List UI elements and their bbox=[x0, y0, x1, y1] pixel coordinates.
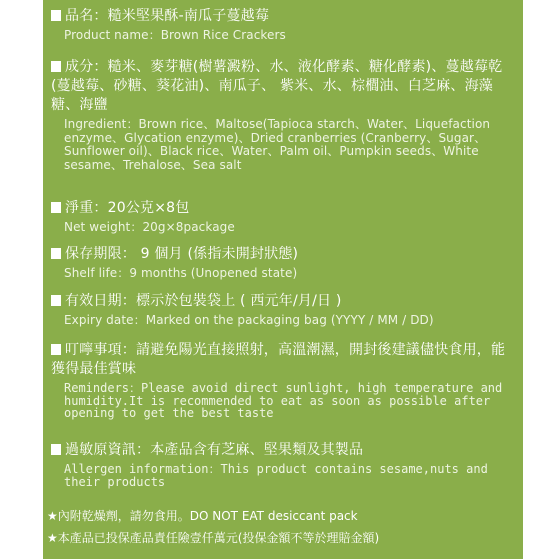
ingredients-section bbox=[51, 58, 517, 172]
allergen-section bbox=[51, 441, 517, 488]
shelf-life-en: Shelf life：9 months (Unopened state) bbox=[64, 266, 298, 280]
allergen-en: Allergen information：This product contains sesame,nuts and their products bbox=[64, 462, 488, 489]
bullet-square-icon bbox=[51, 295, 61, 306]
bullet-square-icon bbox=[51, 248, 61, 259]
insurance-note: ★本產品已投保產品責任險壹仟萬元(投保金額不等於理賠金額) bbox=[47, 531, 380, 545]
bullet-square-icon bbox=[51, 444, 61, 455]
product-name-en: Product name：Brown Rice Crackers bbox=[64, 28, 286, 42]
ingredients-zh: 成分：糙米、麥芽糖(樹薯澱粉、水、液化酵素、糖化酵素)、蔓越莓乾(蔓越莓、砂糖、葵花油)、南瓜子、 紫米、水、棕櫚油、白芝麻、海藻糖、海鹽 bbox=[51, 59, 503, 113]
bullet-square-icon bbox=[51, 61, 61, 72]
expiry-date-zh: 有效日期：標示於包裝袋上 ( 西元年/月/日 ) bbox=[65, 293, 342, 309]
bullet-square-icon bbox=[51, 10, 61, 21]
product-name-zh: 品名：糙米堅果酥-南瓜子蔓越莓 bbox=[65, 8, 270, 24]
product-label-panel bbox=[43, 0, 523, 559]
reminders-section bbox=[51, 341, 517, 420]
expiry-date-en: Expiry date：Marked on the packaging bag (YYYY / MM / DD) bbox=[64, 313, 434, 327]
shelf-life-zh: 保存期限： 9 個月 (係指未開封狀態) bbox=[65, 246, 299, 262]
net-weight-zh: 淨重：20公克×8包 bbox=[65, 200, 190, 216]
reminders-zh: 叮嚀事項：請避免陽光直接照射，高溫潮濕，開封後建議儘快食用，能獲得最佳賞味 bbox=[51, 342, 506, 377]
expiry-date-section bbox=[51, 292, 517, 328]
allergen-zh: 過敏原資訊：本產品含有芝麻、堅果類及其製品 bbox=[65, 442, 364, 458]
ingredients-en: Ingredient：Brown rice、Maltose(Tapioca starch、Water、Liquefaction enzyme、Glycation enzyme)、Dried cranberries (Cranberry、Sugar、Sunflower oil)、Black rice、Water、Palm oil、Pumpkin seeds、White sesame、Trehalose、Sea salt bbox=[64, 117, 491, 172]
net-weight-en: Net weight：20g×8package bbox=[64, 220, 235, 234]
desiccant-note: ★內附乾燥劑，請勿食用。DO NOT EAT desiccant pack bbox=[47, 509, 358, 523]
bullet-square-icon bbox=[51, 202, 61, 213]
shelf-life-section bbox=[51, 245, 517, 281]
net-weight-section bbox=[51, 199, 517, 235]
product-name-section bbox=[51, 7, 517, 43]
bullet-square-icon bbox=[51, 344, 61, 355]
reminders-en: Reminders：Please avoid direct sunlight, high temperature and humidity.It is recommended to eat as soon as possible after opening to get the best taste bbox=[64, 381, 503, 420]
